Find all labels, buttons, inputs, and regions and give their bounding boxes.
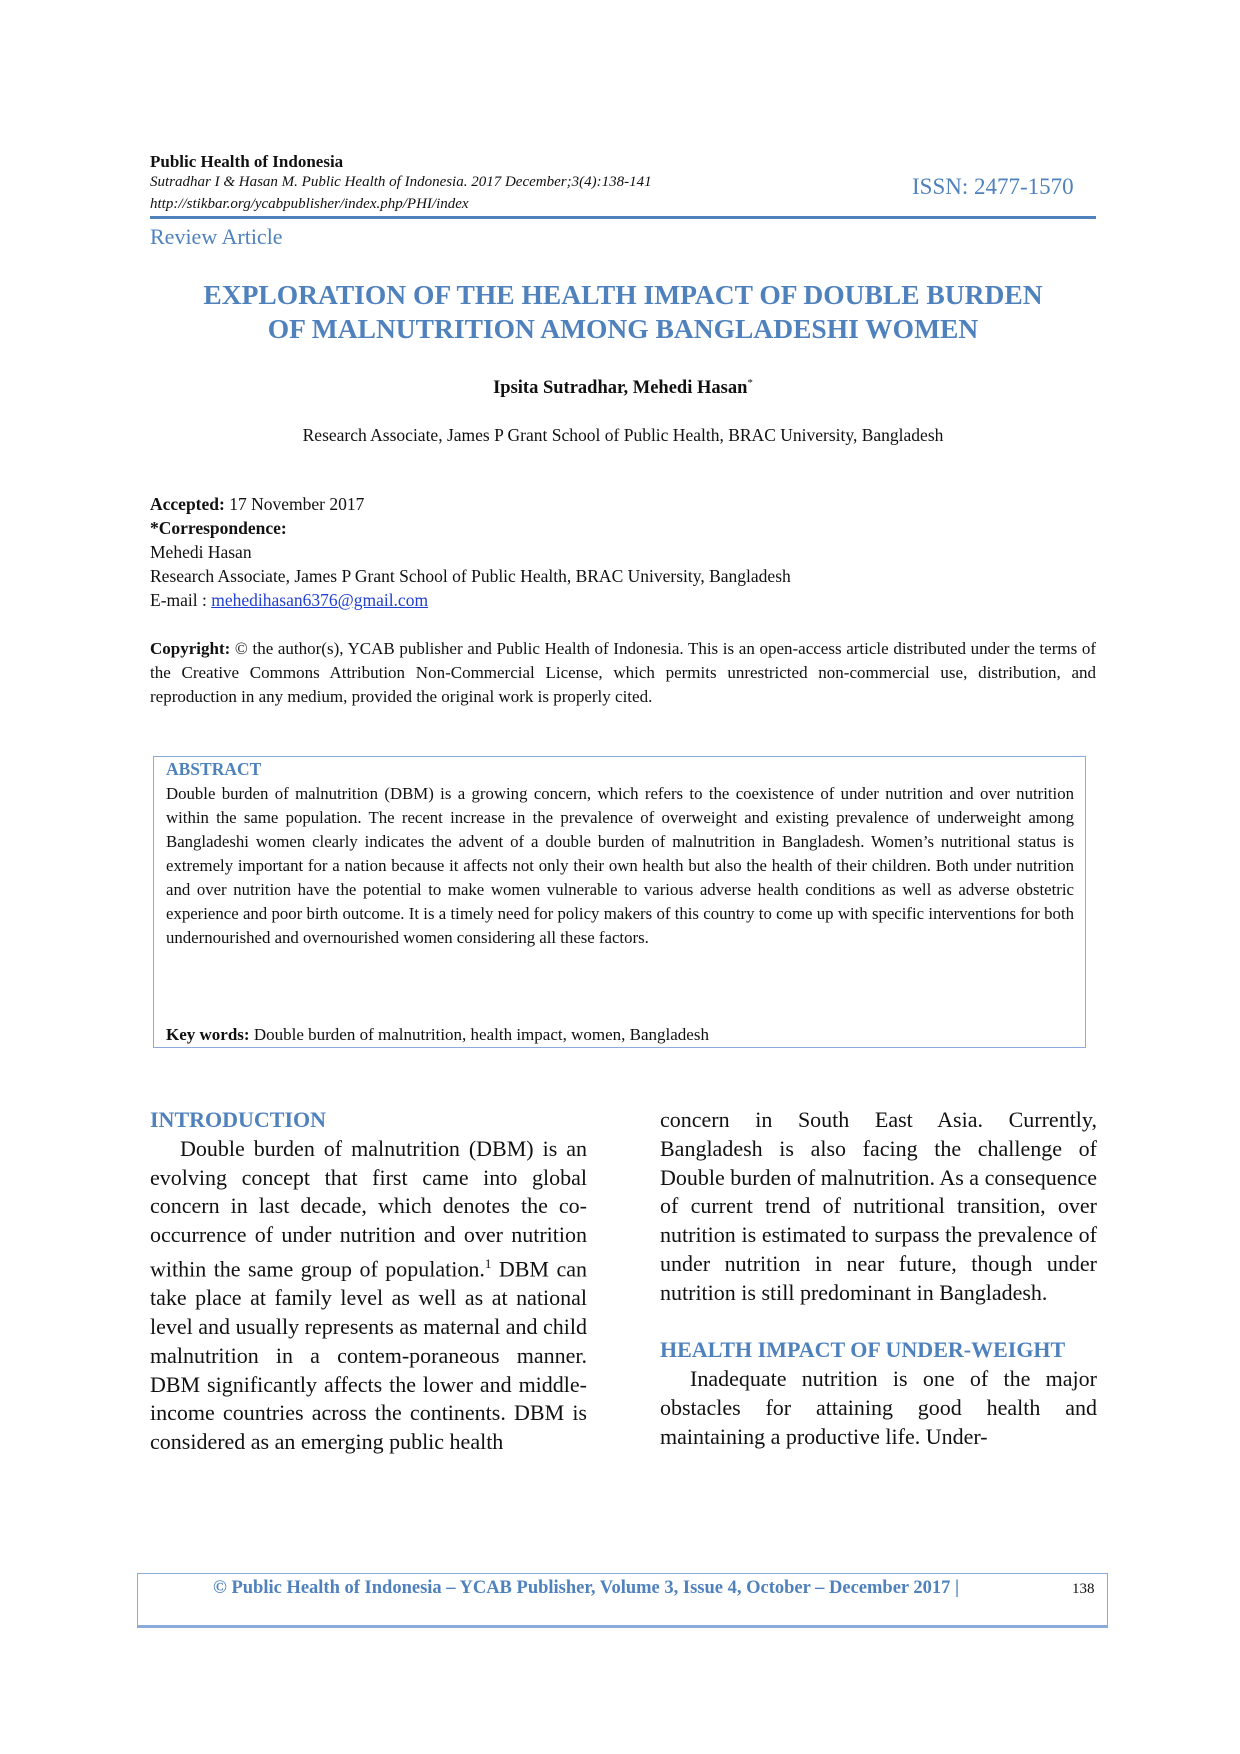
- abstract-text: Double burden of malnutrition (DBM) is a growing concern, which refers to the coexistence of under nutrition and over nutrition within the same population. The recent increase in the prevalence of overweight and existing prevalence of underweight among Bangladeshi women clearly indicates the advent of a double burden of malnutrition in Bangladesh. Women’s nutritional status is extremely important for a nation because it affects not only their own health but also the health of their children. Both under nutrition and over nutrition have the potential to make women vulnerable to various adverse health conditions as well as adverse obstetric experience and poor birth outcome. It is a timely need for policy makers of this country to come up with specific interventions for both undernourished and overnourished women considering all these factors.: [166, 784, 1074, 947]
- copyright-text: © the author(s), YCAB publisher and Public Health of Indonesia. This is an open-access article distributed under the terms of the Creative Commons Attribution Non-Commercial License, which permits unrestricted non-commercial use, distribution, and reproduction in any medium, provided the original work is properly cited.: [150, 639, 1096, 706]
- corresponding-marker: *: [747, 377, 753, 389]
- article-type: Review Article: [150, 224, 283, 249]
- article-title: [150, 278, 1096, 346]
- corresponding-author: Mehedi Hasan: [150, 542, 252, 562]
- journal-url[interactable]: http://stikbar.org/ycabpublisher/index.php/PHI/index: [150, 196, 469, 212]
- abstract-heading: ABSTRACT: [166, 759, 262, 779]
- keywords-label: Key words:: [166, 1025, 250, 1044]
- underweight-paragraph: Inadequate nutrition is one of the major obstacles for attaining good health and maintaining a productive life. Under-: [660, 1366, 1097, 1449]
- title-line-2: OF MALNUTRITION AMONG BANGLADESHI WOMEN: [267, 313, 979, 344]
- accepted-label: Accepted:: [150, 494, 225, 514]
- keywords-text: Double burden of malnutrition, health impact, women, Bangladesh: [249, 1025, 709, 1044]
- accepted-line: [150, 492, 791, 516]
- email-link[interactable]: mehedihasan6376@gmail.com: [211, 590, 429, 610]
- section-spacer: [660, 1308, 1097, 1337]
- journal-name: Public Health of Indonesia: [150, 152, 344, 171]
- email-label: E-mail :: [150, 590, 212, 610]
- keywords: [166, 1025, 709, 1045]
- copyright-notice: [150, 637, 1096, 709]
- section-heading-underweight: HEALTH IMPACT OF UNDER-WEIGHT: [660, 1337, 1066, 1363]
- section-heading-introduction: INTRODUCTION: [150, 1107, 327, 1132]
- body-column-right: [660, 1106, 1097, 1452]
- affiliation: Research Associate, James P Grant School of Public Health, BRAC University, Bangladesh: [302, 425, 944, 445]
- intro-paragraph: Double burden of malnutrition (DBM) is an evolving concept that first came into global concern in last decade, which denotes the co-occurrence of under nutrition and over nutrition within the same group of population.$^1$ DBM can take place at family level as well as at national level and usually represents as maternal and child malnutrition in a contem-poraneous manner. DBM significantly affects the lower and middle-income countries across the continents. DBM is considered as an emerging public health: [150, 1135, 587, 1455]
- accepted-date: 17 November 2017: [224, 494, 365, 514]
- issn: ISSN: 2477-1570: [912, 174, 1074, 199]
- corresponding-affiliation: Research Associate, James P Grant School of Public Health, BRAC University, Bangladesh: [150, 566, 791, 586]
- header-divider: [150, 216, 1096, 219]
- article-info: [150, 492, 791, 612]
- authors: [150, 377, 1096, 399]
- intro-paragraph-continued: concern in South East Asia. Currently, Bangladesh is also facing the challenge of Double burden of malnutrition. As a consequence of current trend of nutritional transition, over nutrition is estimated to surpass the prevalence of under nutrition in near future, though under nutrition is still predominant in Bangladesh.: [660, 1107, 1097, 1305]
- correspondence-label: *Correspondence:: [150, 518, 287, 538]
- body-column-left: [150, 1106, 587, 1457]
- copyright-label: Copyright:: [150, 639, 231, 658]
- email-line: [150, 588, 791, 612]
- page-number: 138: [1072, 1581, 1095, 1597]
- citation-ref[interactable]: 1: [484, 1255, 492, 1271]
- title-line-1: EXPLORATION OF THE HEALTH IMPACT OF DOUBLE BURDEN: [203, 279, 1043, 310]
- author-names: Ipsita Sutradhar, Mehedi Hasan: [493, 378, 748, 399]
- footer-text: © Public Health of Indonesia – YCAB Publisher, Volume 3, Issue 4, October – December 2017 |: [213, 1578, 960, 1598]
- citation-line: Sutradhar I & Hasan M. Public Health of Indonesia. 2017 December;3(4):138-141: [150, 174, 652, 190]
